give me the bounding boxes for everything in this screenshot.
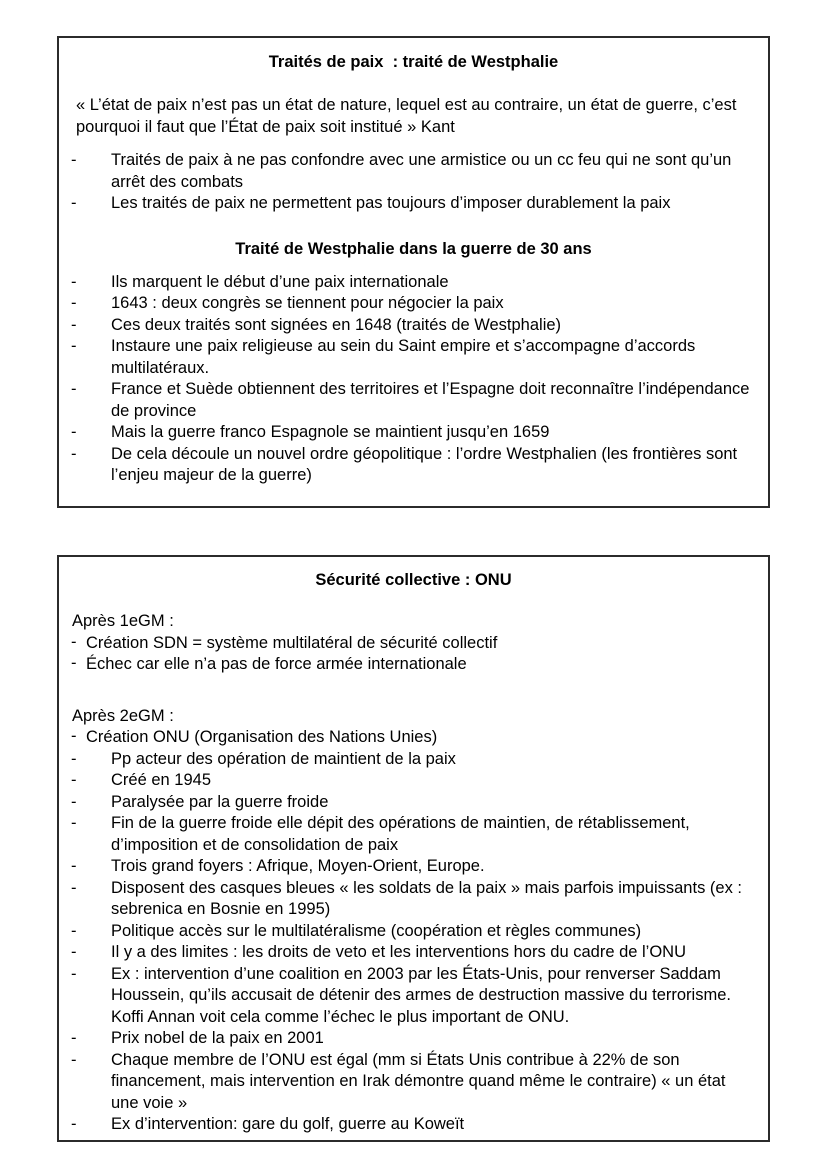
list-item-text: 1643 : deux congrès se tiennent pour négocier la paix [111,294,504,312]
list-item-text: Mais la guerre franco Espagnole se maintient jusqu’en 1659 [111,423,550,441]
list-item-text: Création ONU (Organisation des Nations Unies) [86,728,438,746]
list-item-text: Ex : intervention d’une coalition en 2003 par les États-Unis, pour renverser Saddam Houssein, qu’ils accusait de détenir des armes de destruction massive du terrorisme. Koffi Annan voit cela comme l’échec le plus important de ONU. [111,964,731,1026]
bullet-dash-icon: - [71,315,77,334]
list-item [61,964,766,1029]
list-item [61,633,766,655]
westphalie-bullet-list-1 [61,150,766,215]
list-item [61,272,766,294]
bullet-dash-icon: - [71,792,77,811]
list-item-text: Créé en 1945 [111,771,211,789]
box-westphalie-content [59,52,768,487]
list-item [61,379,766,422]
list-item-text: Ils marquent le début d’une paix internationale [111,272,449,291]
list-item [61,150,766,193]
bullet-dash-icon: - [71,964,77,983]
list-item [61,856,766,878]
list-item [61,942,766,964]
bullet-dash-icon: - [71,1115,77,1133]
bullet-dash-icon: - [71,857,77,875]
bullet-dash-icon: - [71,444,77,463]
list-item-text: Ex d’intervention: gare du golf, guerre au Koweït [111,1115,465,1133]
list-item-text: Instaure une paix religieuse au sein du Saint empire et s’accompagne d’accords multilatéraux. [111,337,696,377]
bullet-dash-icon: - [71,814,77,832]
list-item [61,770,766,792]
list-item [61,315,766,337]
list-item [61,293,766,315]
list-item-text: Politique accès sur le multilatéralisme (coopération et règles communes) [111,921,642,940]
list-item-text: Trois grand foyers : Afrique, Moyen-Orient, Europe. [111,857,485,875]
bullet-dash-icon: - [71,921,77,940]
bullet-dash-icon: - [71,337,77,355]
bullet-dash-icon: - [71,151,77,169]
bullet-dash-icon: - [71,878,77,897]
onu-bullet-list-2-deep [61,749,766,1136]
section-spacer [61,676,766,706]
bullet-dash-icon: - [71,654,77,672]
box-onu-content [59,570,768,1136]
onu-bullet-list-2-shallow [61,727,766,749]
list-item-text: Pp acteur des opération de maintient de la paix [111,749,456,768]
list-item [61,422,766,444]
list-item [61,336,766,379]
bullet-dash-icon: - [71,771,77,789]
list-item-text: Paralysée par la guerre froide [111,792,329,811]
onu-lead-apres-2egm: Après 2eGM : [72,706,174,725]
bullet-dash-icon: - [71,1050,77,1069]
list-item [61,444,766,487]
list-item [61,813,766,856]
list-item-text: Chaque membre de l’ONU est égal (mm si États Unis contribue à 22% de son financement, mais intervention en Irak démontre quand même le contraire) « un état une voie » [111,1050,726,1112]
bullet-dash-icon: - [71,727,77,745]
list-item [61,921,766,943]
kant-quote: « L’état de paix n’est pas un état de nature, lequel est au contraire, un état de guerre, c’est pourquoi il faut que l’État de paix soit institué » Kant [76,96,737,136]
list-item [61,749,766,771]
list-item [61,193,766,215]
list-item-text: Fin de la guerre froide elle dépit des opérations de maintien, de rétablissement, d’imposition et de consolidation de paix [111,814,690,854]
box-westphalie-title: Traités de paix : traité de Westphalie [268,53,559,71]
westphalie-bullet-list-2 [61,272,766,487]
bullet-dash-icon: - [71,194,77,212]
westphalie-section-title: Traité de Westphalie dans la guerre de 30 ans [235,239,592,258]
list-item-text: Disposent des casques bleues « les soldats de la paix » mais parfois impuissants (ex : sebrenica en Bosnie en 1995) [111,878,742,918]
list-item-text: Traités de paix à ne pas confondre avec une armistice ou un cc feu qui ne sont qu’un arrêt des combats [111,151,732,191]
list-item [61,727,766,749]
note-box-westphalie [57,36,770,508]
spacer [61,591,766,611]
onu-bullet-list-1 [61,633,766,676]
list-item-text: Il y a des limites : les droits de veto et les interventions hors du cadre de l’ONU [111,943,687,961]
bullet-dash-icon: - [71,749,77,768]
list-item-text: Les traités de paix ne permettent pas toujours d’imposer durablement la paix [111,194,671,212]
list-item-text: Ces deux traités sont signées en 1648 (traités de Westphalie) [111,315,562,334]
bullet-dash-icon: - [71,423,77,441]
list-item [61,792,766,814]
list-item-text: Création SDN = système multilatéral de sécurité collectif [86,633,498,652]
list-item [61,1050,766,1115]
bullet-dash-icon: - [71,943,77,961]
list-item-text: Échec car elle n’a pas de force armée internationale [86,655,467,673]
list-item-text: De cela découle un nouvel ordre géopolitique : l’ordre Westphalien (les frontières sont l’enjeu majeur de la guerre) [111,444,738,484]
bullet-dash-icon: - [71,380,77,398]
note-box-onu [57,555,770,1142]
list-item-text: France et Suède obtiennent des territoires et l’Espagne doit reconnaître l’indépendance de province [111,380,750,420]
bullet-dash-icon: - [71,632,77,651]
list-item-text: Prix nobel de la paix en 2001 [111,1029,324,1047]
list-item [61,1114,766,1136]
box-onu-title: Sécurité collective : ONU [315,571,512,589]
bullet-dash-icon: - [71,294,77,312]
list-item [61,654,766,676]
onu-lead-apres-1egm: Après 1eGM : [72,612,174,630]
bullet-dash-icon: - [71,272,77,291]
list-item [61,878,766,921]
list-item [61,1028,766,1050]
bullet-dash-icon: - [71,1029,77,1047]
